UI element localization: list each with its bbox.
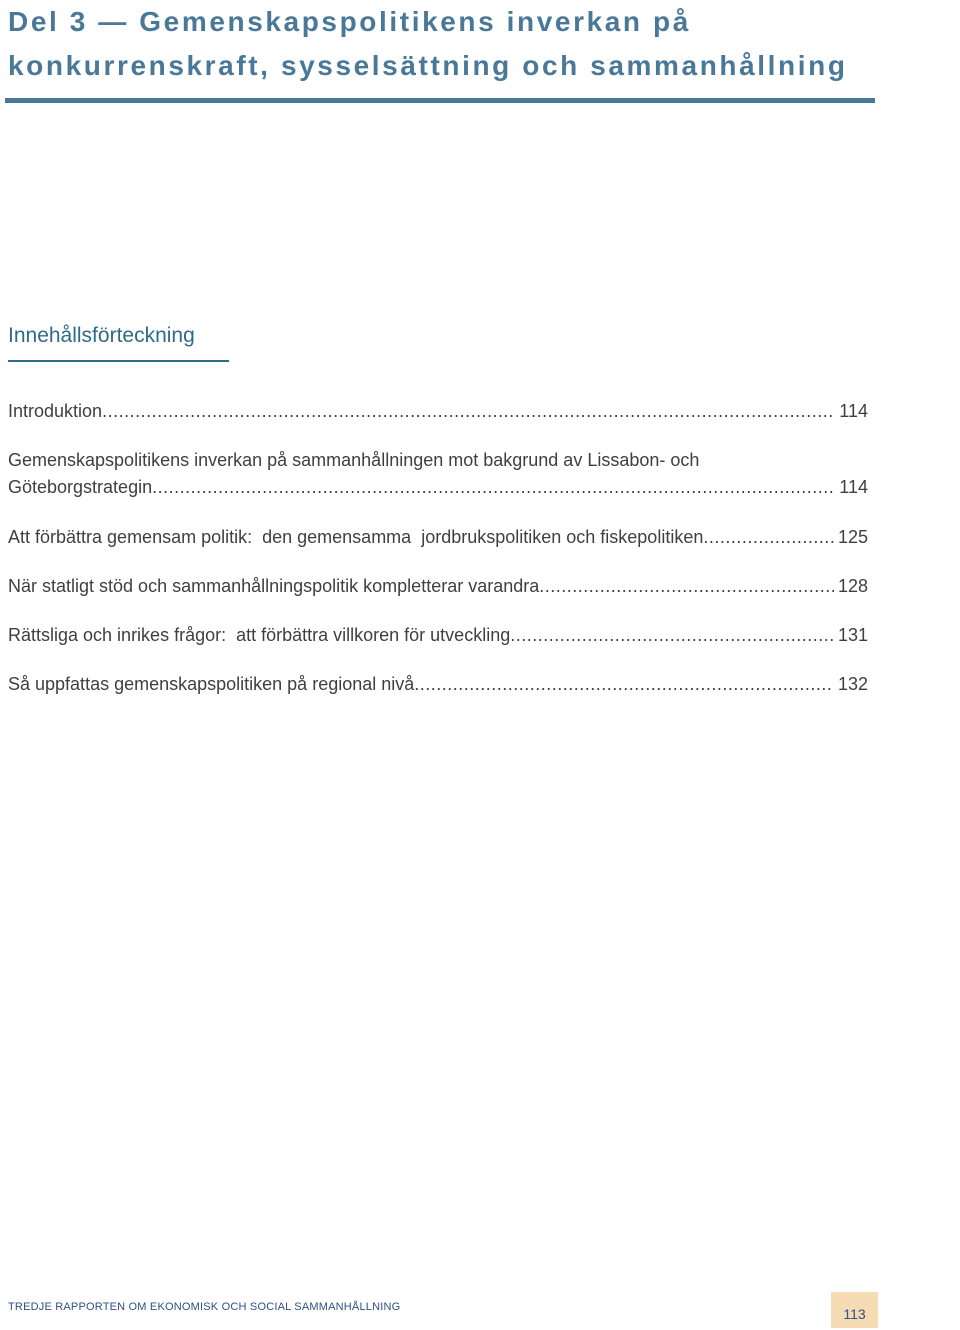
toc-entry-statligt-stod[interactable]	[8, 573, 868, 600]
toc-entry-regional-niva[interactable]	[8, 671, 868, 698]
toc-entry-page: 114	[839, 401, 868, 421]
page-number: 113	[843, 1306, 866, 1322]
toc-leader-dots	[102, 398, 835, 425]
toc-entry-page: 128	[837, 576, 868, 596]
toc-leader-dots	[539, 573, 834, 600]
footer-page-box	[831, 1292, 878, 1328]
part-title: Del 3 — Gemenskapspolitikens inverkan på konkurrenskraft, sysselsättning och sammanhållning	[8, 6, 848, 81]
toc-leader-dots	[414, 671, 834, 698]
toc-entry-page: 114	[839, 477, 868, 497]
toc-heading: Innehållsförteckning	[8, 324, 195, 347]
title-divider	[5, 98, 875, 103]
toc-entry-text: Introduktion	[8, 401, 103, 421]
toc-entry-text: Göteborgstrategin	[8, 477, 153, 497]
toc-entry-page: 132	[837, 674, 868, 694]
toc-heading-underline	[8, 360, 229, 362]
toc-entry-text-line1: Gemenskapspolitikens inverkan på sammanhållningen mot bakgrund av Lissabon- och	[8, 450, 700, 470]
toc-entry-gemenskapspolitikens-inverkan[interactable]	[8, 447, 868, 501]
toc-leader-dots	[703, 524, 834, 551]
toc-entry-text: Rättsliga och inrikes frågor: att förbättra villkoren för utveckling	[8, 625, 511, 645]
toc-entry-page: 125	[837, 527, 868, 547]
toc-entry-att-forbattra[interactable]	[8, 524, 868, 551]
toc-entry-text: När statligt stöd och sammanhållningspolitik kompletterar varandra	[8, 576, 540, 596]
toc-entry-text: Att förbättra gemensam politik: den gemensamma jordbrukspolitiken och fiskepolitiken	[8, 527, 704, 547]
toc-leader-dots	[510, 622, 834, 649]
toc-leader-dots	[152, 474, 835, 501]
footer-report-title: TREDJE RAPPORTEN OM EKONOMISK OCH SOCIAL SAMMANHÅLLNING	[8, 1301, 401, 1313]
toc-entry-introduktion[interactable]	[8, 398, 868, 425]
toc-entry-page: 131	[837, 625, 868, 645]
toc-entry-rattsliga[interactable]	[8, 622, 868, 649]
toc-entry-text: Så uppfattas gemenskapspolitiken på regional nivå	[8, 674, 415, 694]
